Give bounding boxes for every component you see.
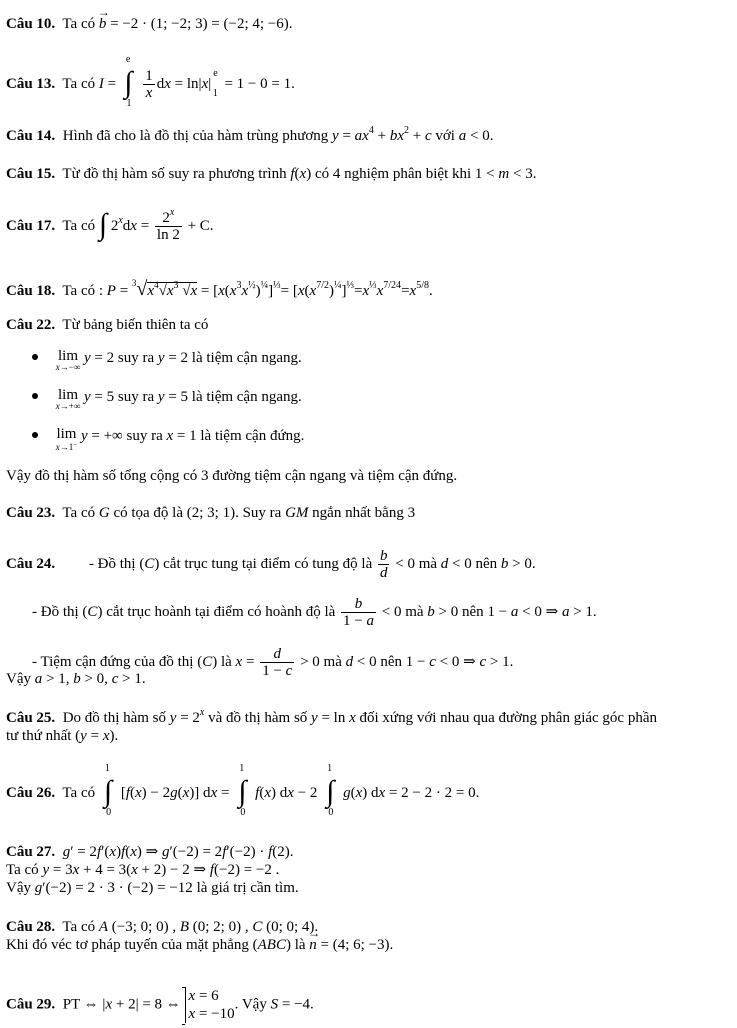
c24-line-2: - Đồ thị (C) cắt trục hoành tại điểm có hoành độ là $\frac{b}{1 - a}$ < 0 mà b > 0 nên 1 − a < 0 ⇒ a > 1. (32, 596, 597, 629)
item-text: Ta có : (62, 283, 104, 299)
item-text: mà (418, 555, 438, 572)
item-text: Khi đó véc tơ pháp tuyến của mặt phẳng (6, 937, 249, 953)
item-cau-28: Câu 28. Ta có A (−3; 0; 0) , B (0; 2; 0) , C (0; 0; 4). (6, 919, 319, 935)
item-text: . Vậy (234, 996, 267, 1013)
item-text: đối xứng với nhau qua đường phân giác góc phần (359, 710, 657, 726)
item-text: Suy ra (242, 505, 282, 521)
item-cau-10 (6, 15, 293, 33)
vector-b: → b (99, 15, 107, 33)
item-text: ngắn nhất bằng 3 (312, 505, 416, 521)
item-label: Câu 17. (6, 217, 56, 234)
fraction: $\frac{d}{1 - c}$ (262, 646, 293, 679)
item-label: Câu 28. (6, 919, 56, 935)
item-cau-25: Câu 25. Do đồ thị hàm số $y = 2^x$ và đồ thị hàm số y = ln x đối xứng với nhau qua đường phân giác góc phần (6, 707, 657, 726)
item-cau-17: Câu 17. Ta có ∫ $2^xdx$ = $\frac{2^x}{\ln 2}$ + C. (6, 207, 214, 243)
item-text: - Đồ thị (32, 603, 79, 620)
c24-conclusion: Vậy a > 1, b > 0, c > 1. (6, 671, 146, 687)
item-label: Câu 24. (6, 555, 56, 572)
item-cau-23: Câu 23. Ta có G có tọa độ là (2; 3; 1). Suy ra GM ngắn nhất bằng 3 (6, 505, 416, 521)
item-text: Ta có (62, 785, 96, 801)
fraction: $\frac{1}{x}$ (145, 68, 153, 101)
item-label: Câu 15. (6, 166, 56, 182)
item-text: PT (62, 996, 80, 1013)
item-text: là tiệm cận đứng. (200, 428, 305, 444)
item-label: Câu 29. (6, 996, 56, 1013)
item-label: Câu 14. (6, 128, 56, 144)
c22-bullet-3: lim x→1− y = +∞ suy ra x = 1 là tiệm cận đứng. (6, 427, 304, 452)
c22-bullet-1: lim x→−∞ y = 2 suy ra y = 2 là tiệm cận ngang. (6, 349, 302, 372)
item-text: là (220, 653, 232, 670)
fraction: $\frac{b}{d}$ (379, 548, 388, 581)
item-text: mà (405, 603, 424, 620)
item-label: Câu 26. (6, 785, 56, 801)
item-text: cắt trục tung tại điểm có tung độ là (163, 555, 373, 572)
item-cau-27-line-3: Vậy g′(−2) = 2 · 3 · (−2) = −12 là giá trị cần tìm. (6, 880, 299, 896)
item-text: suy ra (117, 350, 155, 366)
item-text: và đồ thị hàm số (208, 710, 308, 726)
item-cau-29: Câu 29. PT ⇔ |x + 2| = 8 ⇔ x = 6 x = −10 . Vậy S = −4. (6, 988, 314, 1022)
item-text: là (294, 937, 306, 953)
item-text: Ta có (62, 217, 96, 234)
item-cau-14: Câu 14. Hình đã cho là đồ thị của hàm trùng phương $y = ax^4 + bx^2 + c$ với a < 0. (6, 125, 494, 144)
c22-conclusion (6, 467, 457, 485)
item-text: Ta có (62, 505, 96, 521)
item-text: Từ bảng biến thiên ta có (62, 317, 209, 333)
item-label: Câu 18. (6, 283, 56, 299)
item-text: là tiệm cận ngang. (191, 389, 302, 405)
bullet-icon (32, 354, 38, 360)
item-cau-18: Câu 18. Ta có : $P = ^3√x^4√x^3$ $√x = [x(x^3x^{\frac{1}{2}})^{\frac{1}{4}}]^{\frac{1}{3}}= [x(x^{7/2})^{\frac{1}{4}}]^{\frac{1}{3}}=x^{\frac{1}{3}}x^{7/24}=x^{5/8}$. (6, 278, 433, 300)
item-text: suy ra (117, 389, 155, 405)
item-text: là tiệm cận ngang. (191, 350, 302, 366)
item-cau-13: Câu 13. Ta có I = e∫1 $\frac{1}{x}$ dx = ln|x|e1 = 1 − 0 = 1. (6, 53, 295, 109)
item-text: Ta có (62, 16, 96, 32)
item-label: Câu 25. (6, 710, 56, 726)
item-text: Vậy (6, 880, 31, 896)
item-text: Từ đồ thị hàm số suy ra phương trình (62, 166, 287, 182)
item-cau-25-line-2: tư thứ nhất (y = x). (6, 728, 119, 744)
item-cau-26: Câu 26. Ta có 1∫0 [f(x) − 2g(x)] dx = 1∫0 f(x) dx − 2 1∫0 g(x) dx = 2 − 2 · 2 = 0. (6, 763, 480, 818)
item-text: tư thứ nhất (6, 728, 72, 744)
item-label: Câu 23. (6, 505, 56, 521)
item-text: suy ra (126, 428, 163, 444)
item-label: Câu 13. (6, 75, 56, 92)
fraction: $\frac{2^x}{\ln 2}$ (156, 207, 180, 243)
item-text: Ta có (62, 919, 96, 935)
math-expr: = 1 − 0 = 1. (224, 75, 295, 92)
c22-bullet-2: lim x→+∞ y = 5 suy ra y = 5 là tiệm cận ngang. (6, 388, 302, 411)
item-cau-28-line-2: Khi đó véc tơ pháp tuyến của mặt phẳng (ABC) là → n = (4; 6; −3). (6, 936, 393, 954)
bullet-icon (32, 393, 38, 399)
item-text: có tọa độ là (113, 505, 184, 521)
item-cau-22 (6, 316, 208, 334)
bullet-icon (32, 432, 38, 438)
item-cau-24: Câu 24. - Đồ thị (C) cắt trục tung tại điểm có tung độ là $\frac{b}{d}$ < 0 mà d < 0 nên b > 0. (6, 548, 536, 581)
vector-n: → n (309, 936, 317, 954)
system-bracket: x = 6 x = −10 (185, 987, 235, 1023)
fraction: $\frac{b}{1 - a}$ (343, 596, 374, 629)
item-text: Do đồ thị hàm số (62, 710, 167, 726)
item-text: Vậy (6, 671, 31, 687)
item-text: nên (475, 555, 498, 572)
item-cau-15: Câu 15. Từ đồ thị hàm số suy ra phương trình f(x) có 4 nghiệm phân biệt khi 1 < m < 3. (6, 166, 537, 182)
item-cau-27: Câu 27. g′ = 2f′(x)f(x) ⇒ g′(−2) = 2f′(−2) · f(2). (6, 844, 294, 860)
item-label: Câu 27. (6, 844, 56, 860)
item-text: Ta có (6, 862, 39, 878)
item-text: Hình đã cho là đồ thị của hàm trùng phương (62, 128, 329, 144)
item-text: mà (323, 653, 342, 670)
item-text: nên (380, 653, 403, 670)
item-cau-27-line-2: Ta có y = 3x + 4 = 3(x + 2) − 2 ⇒ f(−2) = −2 . (6, 862, 280, 878)
math-expr: = −2 · (1; −2; 3) = (−2; 4; −6). (110, 16, 293, 32)
item-text: có 4 nghiệm phân biệt khi (314, 166, 472, 182)
item-text: - Đồ thị (88, 555, 136, 572)
item-text: Vậy đồ thị hàm số tổng cộng có 3 đường tiệm cận ngang và tiệm cận đứng. (6, 468, 458, 484)
item-text: - Tiệm cận đứng của đồ thị (32, 653, 194, 670)
item-text: nên (462, 603, 484, 620)
c24-line-3: - Tiệm cận đứng của đồ thị (C) là x = $\frac{d}{1 - c}$ > 0 mà d < 0 nên 1 − c < 0 ⇒ c > 1. (32, 646, 514, 679)
item-text: Ta có (62, 75, 96, 92)
item-label: Câu 22. (6, 317, 56, 333)
item-text: với (435, 128, 455, 144)
item-text: là giá trị cần tìm. (196, 880, 299, 896)
item-label: Câu 10. (6, 16, 56, 32)
item-text: cắt trục hoành tại điểm có hoành độ là (106, 603, 336, 620)
